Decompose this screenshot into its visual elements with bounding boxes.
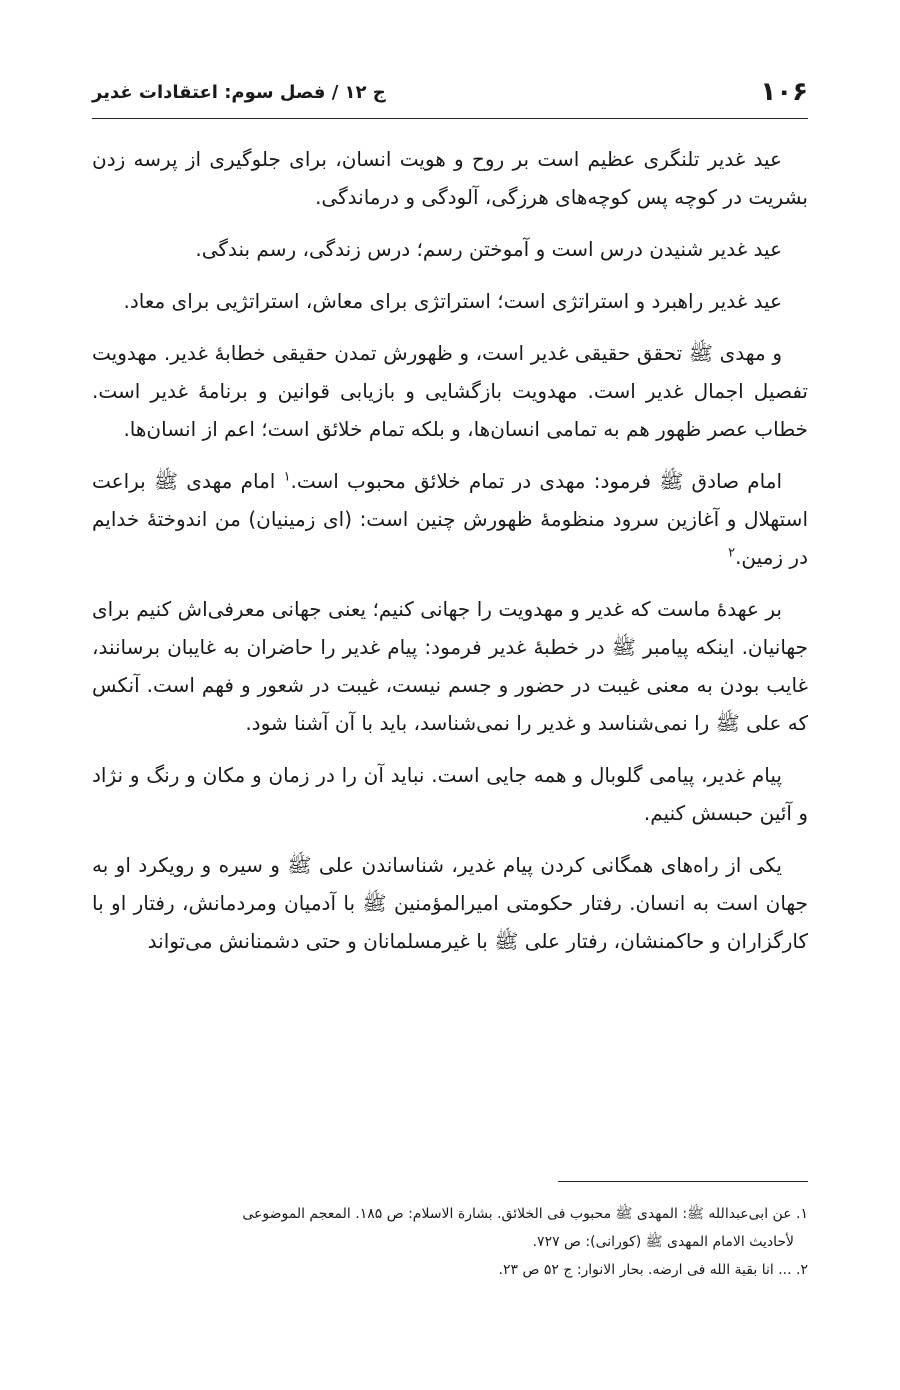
paragraph: عید غدیر شنیدن درس است و آموختن رسم؛ درس زندگی، رسم بندگی. — [195, 237, 782, 261]
footnote-reference[interactable]: ۲ — [728, 545, 736, 561]
paragraph — [92, 462, 808, 576]
paragraph: عید غدیر تلنگری عظیم است بر روح و هویت انسان، برای جلوگیری از پرسه زدن بشریت در کوچه پس کوچه‌های هرزگی، آلودگی و درماندگی. — [92, 147, 808, 209]
header-rule — [92, 118, 808, 119]
footnote-reference[interactable]: ۱ — [283, 469, 291, 485]
book-page — [92, 0, 808, 1390]
paragraph-sentence: امام صادق ﷺ فرمود: مهدی در تمام خلائق محبوب است. — [290, 469, 783, 493]
footnote-1-continuation: لأحادیث الامام المهدی ﷺ (کورانی): ص ۷۲۷. — [532, 1234, 794, 1250]
paragraph: یکی از راه‌های همگانی کردن پیام غدیر، شناساندن علی ﷺ و سیره و رویکرد او به جهان است به انسان. رفتار حکومتی امیرالمؤمنین ﷺ با آدمیان ومردمانش، رفتار او با کارگزاران و حاکمنشان، رفتار علی ﷺ با غیرمسلمانان و حتی دشمنانش می‌تواند — [92, 853, 808, 953]
paragraph-sentence: امام مهدی ﷺ براعت استهلال و آغازین سرود منظومهٔ ظهورش چنین است: (ای زمینیان) من اندوختهٔ خدایم در زمین. — [92, 469, 808, 569]
paragraph: عید غدیر راهبرد و استراتژی است؛ استراتژی برای معاش، استراتژیی برای معاد. — [123, 289, 782, 313]
footnote-rule — [558, 1181, 808, 1182]
paragraph: و مهدی ﷺ تحقق حقیقی غدیر است، و ظهورش تمدن حقیقی خطابهٔ غدیر. مهدویت تفصیل اجمال غدیر است. مهدویت بازگشایی و بازیابی قوانین و برنامهٔ غدیر است. خطاب عصر ظهور هم به تمامی انسان‌ها، و بلکه تمام خلائق است؛ اعم از انسان‌ها. — [92, 341, 808, 441]
footnote-1: ۱. عن ابی‌عبدالله ﷺ: المهدی ﷺ محبوب فی الخلائق. بشارة الاسلام: ص ۱۸۵. المعجم الموضوعی — [242, 1206, 808, 1222]
footnote-2: ۲. ... انا بقیة الله فی ارضه. بحار الانوار: ج ۵۲ ص ۲۳. — [498, 1262, 808, 1278]
paragraph: بر عهدهٔ ماست که غدیر و مهدویت را جهانی کنیم؛ یعنی جهانی معرفی‌اش کنیم برای جهانیان. اینکه پیامبر ﷺ در خطبهٔ غدیر فرمود: پیام غدیر را حاضران به غایبان برسانند، غایب بودن به معنی غیبت در حضور و جسم نیست، غیبت در شعور و فهم است. آنکس که علی ﷺ را نمی‌شناسد و غدیر را نمی‌شناسد، باید با آن آشنا شود. — [92, 597, 808, 735]
main-text — [92, 140, 808, 974]
chapter-title: ج ۱۲ / فصل سوم: اعتقادات غدیر — [92, 81, 386, 103]
paragraph: پیام غدیر، پیامی گلوبال و همه جایی است. نباید آن را در زمان و مکان و رنگ و نژاد و آئین حبسش کنیم. — [92, 763, 808, 825]
page-number: ۱۰۶ — [760, 77, 808, 107]
footnotes — [92, 1200, 808, 1284]
running-head — [92, 72, 808, 112]
